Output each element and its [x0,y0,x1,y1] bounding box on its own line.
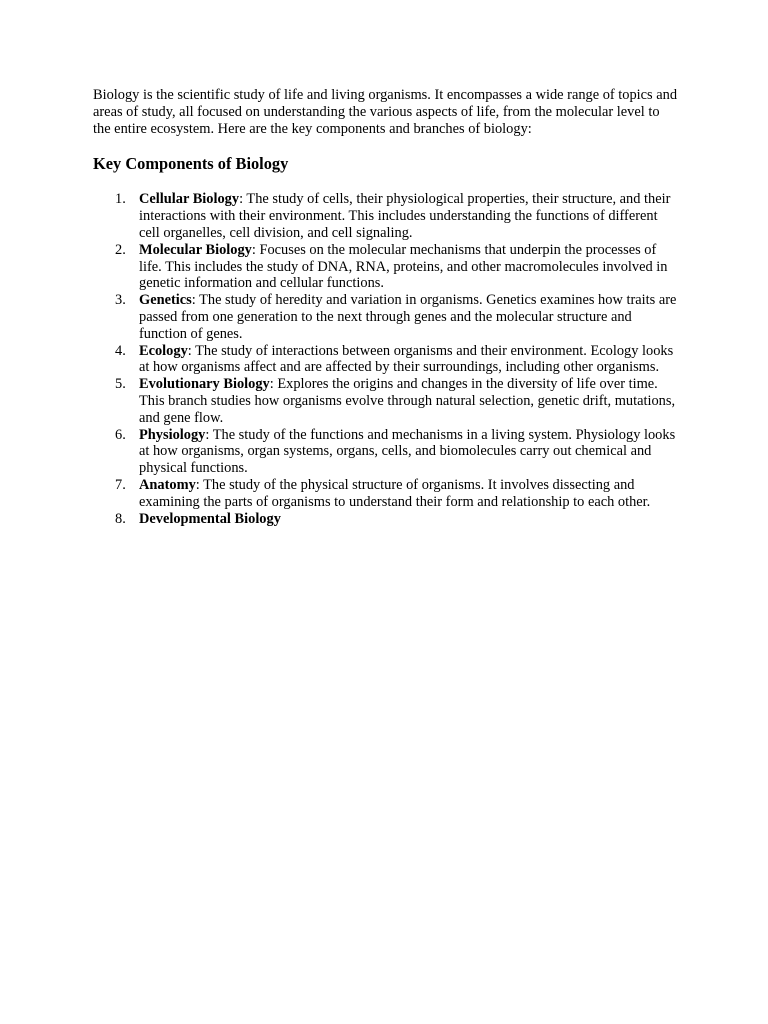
list-item [93,292,678,342]
list-item [93,242,678,292]
item-number: 6. [115,426,126,443]
item-number: 5. [115,376,126,393]
section-heading: Key Components of Biology [93,154,289,174]
item-term: Genetics [139,292,192,309]
item-number: 3. [115,292,126,309]
document-page [93,87,678,527]
list-item [93,191,678,241]
list-item [93,511,678,528]
item-term: Molecular Biology [139,241,252,258]
item-term: Physiology [139,426,206,443]
item-description: : The study of heredity and variation in organisms. Genetics examines how traits are passed from one generation to the next through genes and the molecular structure and function of genes. [139,292,677,342]
item-number: 1. [115,191,126,208]
list-item [93,427,678,477]
item-description: : The study of the physical structure of organisms. It involves dissecting and examining the parts of organisms to understand their form and relationship to each other. [139,476,651,510]
item-term: Developmental Biology [139,510,281,527]
item-description: : Focuses on the molecular mechanisms that underpin the processes of life. This includes the study of DNA, RNA, proteins, and other macromolecules involved in genetic information and cellular functions. [139,241,668,292]
item-number: 8. [115,510,126,527]
item-description: : The study of interactions between organisms and their environment. Ecology looks at how organisms affect and are affected by their surroundings, including other organisms. [139,342,674,376]
intro-paragraph: Biology is the scientific study of life and living organisms. It encompasses a wide range of topics and areas of study, all focused on understanding the various aspects of life, from the molecular level to the entire ecosystem. Here are the key components and branches of biology: [93,87,678,137]
item-term: Cellular Biology [139,191,240,208]
item-description: : The study of the functions and mechanisms in a living system. Physiology looks at how organisms, organ systems, organs, cells, and biomolecules carry out chemical and physical functions. [139,426,676,477]
components-list [93,191,678,527]
item-number: 4. [115,342,126,359]
item-term: Ecology [139,342,188,359]
item-term: Anatomy [139,476,196,493]
item-term: Evolutionary Biology [139,376,270,393]
list-item [93,477,678,511]
list-item [93,343,678,377]
list-item [93,376,678,426]
item-number: 2. [115,241,126,258]
item-description: : The study of cells, their physiological properties, their structure, and their interactions with their environment. This includes understanding the functions of different cell organelles, cell division, and cell signaling. [139,191,671,241]
item-number: 7. [115,476,126,493]
item-description: : Explores the origins and changes in the diversity of life over time. This branch studies how organisms evolve through natural selection, genetic drift, mutations, and gene flow. [139,376,676,426]
